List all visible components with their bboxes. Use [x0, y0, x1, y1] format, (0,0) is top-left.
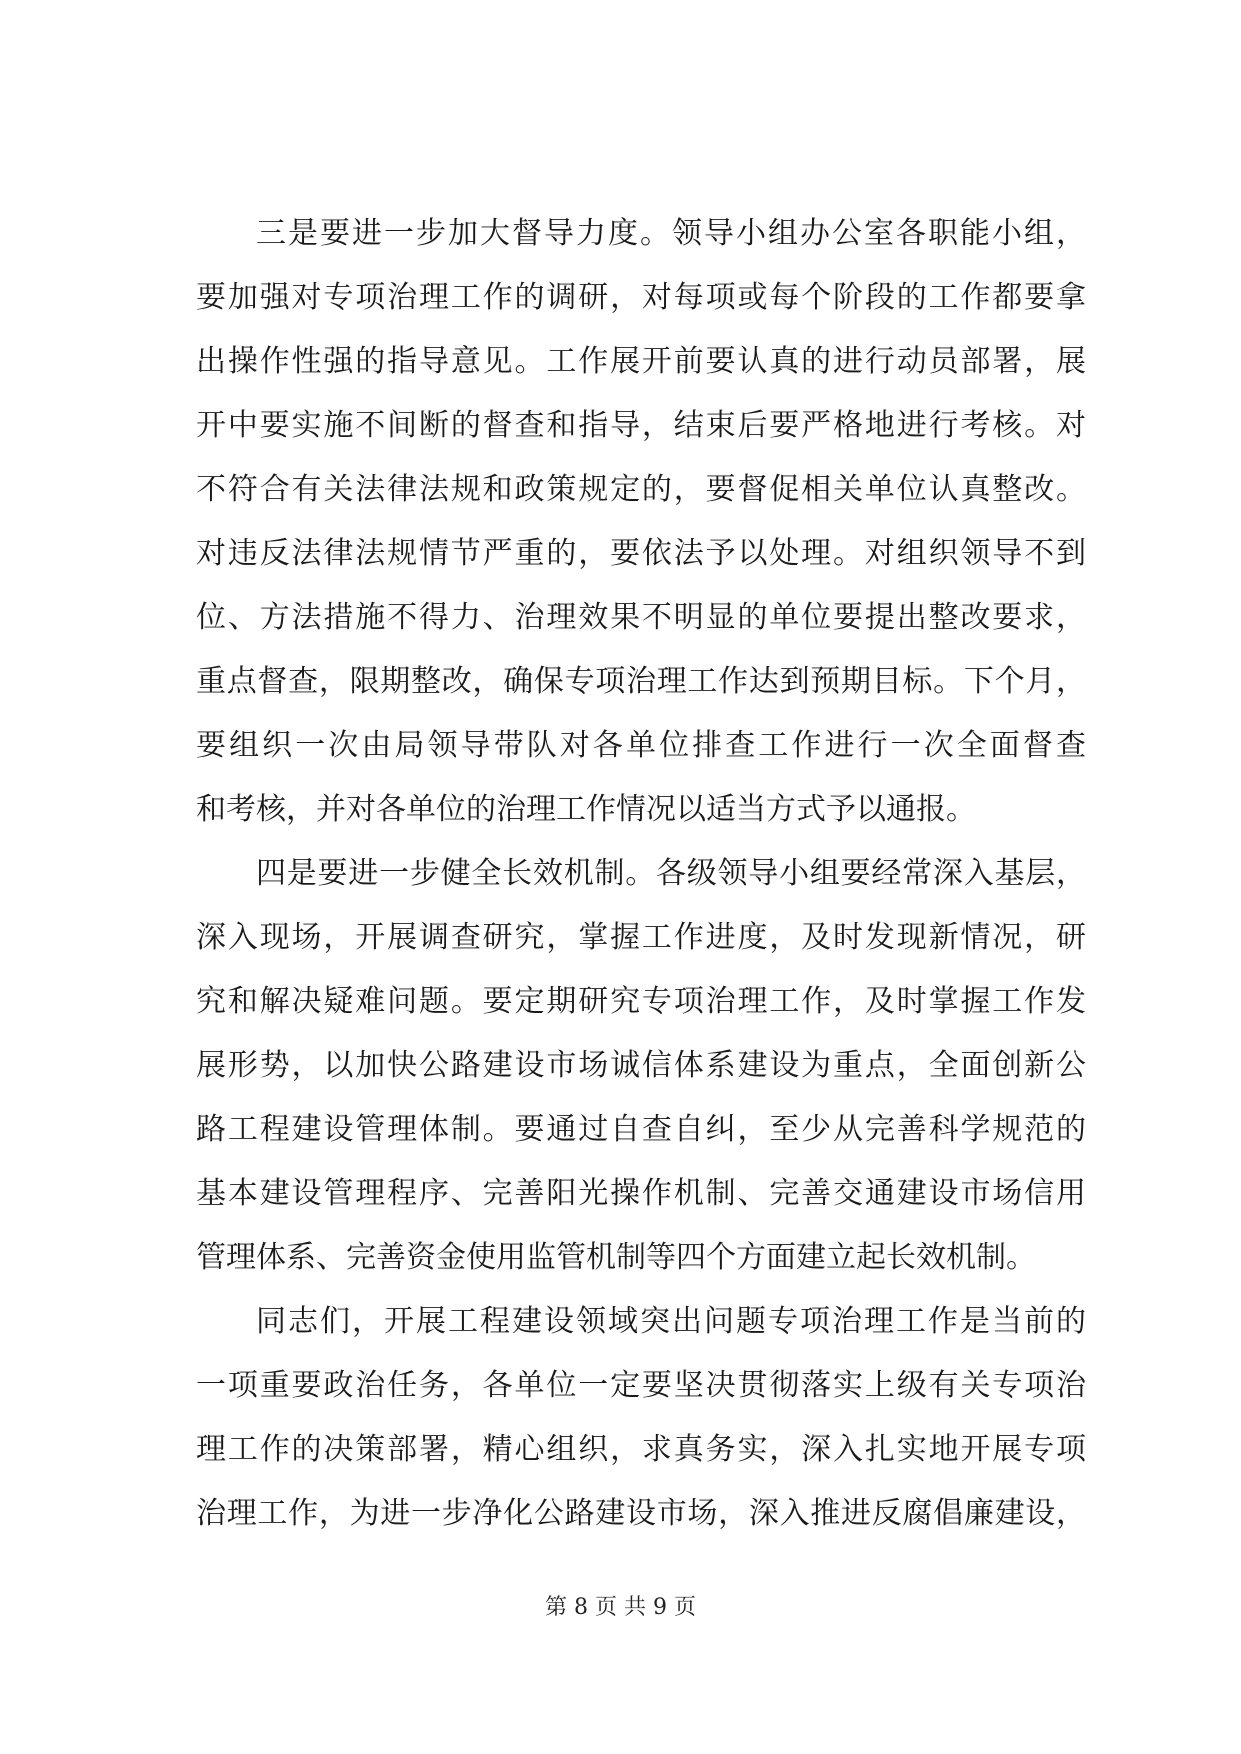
text-line: 不符合有关法律法规和政策规定的，要督促相关单位认真整改。 — [196, 472, 1086, 507]
text-line: 基本建设管理程序、完善阳光操作机制、完善交通建设市场信用 — [196, 1176, 1086, 1211]
text-line: 一项重要政治任务，各单位一定要坚决贯彻落实上级有关专项治 — [196, 1368, 1086, 1403]
text-line: 管理体系、完善资金使用监管机制等四个方面建立起长效机制。 — [196, 1240, 1036, 1275]
text-line: 重点督查，限期整改，确保专项治理工作达到预期目标。下个月， — [196, 664, 1086, 699]
text-line: 深入现场，开展调查研究，掌握工作进度，及时发现新情况，研 — [196, 920, 1086, 955]
paragraph-closing — [196, 1290, 1086, 1546]
text-line: 同志们，开展工程建设领域突出问题专项治理工作是当前的 — [256, 1304, 1086, 1339]
text-line: 治理工作，为进一步净化公路建设市场，深入推进反腐倡廉建设， — [196, 1496, 1086, 1531]
paragraph-supervision — [196, 202, 1086, 842]
text-line: 展形势，以加快公路建设市场诚信体系建设为重点，全面创新公 — [196, 1048, 1086, 1083]
text-line: 要加强对专项治理工作的调研，对每项或每个阶段的工作都要拿 — [196, 280, 1086, 315]
text-line: 出操作性强的指导意见。工作展开前要认真的进行动员部署，展 — [196, 344, 1086, 379]
text-line: 开中要实施不间断的督查和指导，结束后要严格地进行考核。对 — [196, 408, 1086, 443]
text-line: 三是要进一步加大督导力度。领导小组办公室各职能小组， — [256, 216, 1086, 251]
body-text — [196, 202, 1086, 1546]
page-number-footer: 第 8 页 共 9 页 — [545, 1595, 696, 1620]
text-line: 究和解决疑难问题。要定期研究专项治理工作，及时掌握工作发 — [196, 984, 1086, 1019]
text-line: 对违反法律法规情节严重的，要依法予以处理。对组织领导不到 — [196, 536, 1086, 571]
text-line: 位、方法措施不得力、治理效果不明显的单位要提出整改要求， — [196, 600, 1086, 635]
text-line: 理工作的决策部署，精心组织，求真务实，深入扎实地开展专项 — [196, 1432, 1086, 1467]
paragraph-mechanism — [196, 842, 1086, 1290]
text-line: 和考核，并对各单位的治理工作情况以适当方式予以通报。 — [196, 792, 976, 827]
text-line: 路工程建设管理体制。要通过自查自纠，至少从完善科学规范的 — [196, 1112, 1086, 1147]
text-line: 四是要进一步健全长效机制。各级领导小组要经常深入基层， — [256, 856, 1086, 891]
text-line: 要组织一次由局领导带队对各单位排查工作进行一次全面督查 — [196, 728, 1086, 763]
